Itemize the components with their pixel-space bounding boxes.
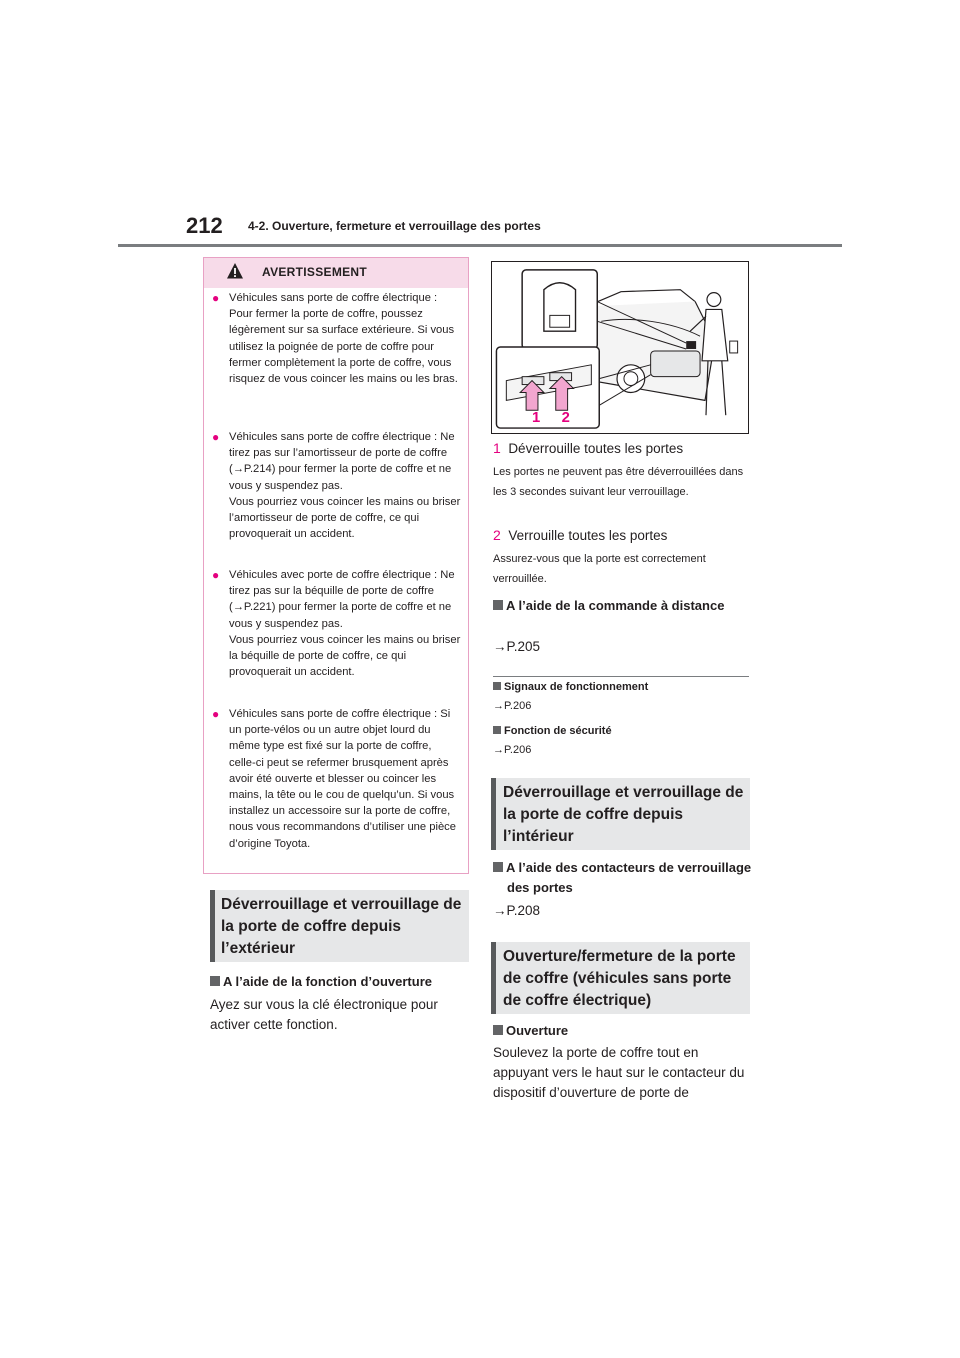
tailgate-illustration <box>491 261 749 434</box>
warning-title: AVERTISSEMENT <box>262 265 368 279</box>
page-reference[interactable]: →P.214 <box>232 463 272 476</box>
subheading-remote: A l’aide de la commande à distance <box>493 596 757 616</box>
bullet-icon: ● <box>212 291 220 305</box>
page-reference[interactable]: →P.221 <box>232 601 272 614</box>
square-bullet-icon <box>493 726 501 734</box>
square-bullet-icon <box>493 600 503 610</box>
header-rule <box>118 244 842 247</box>
warning-item-4: Véhicules sans porte de coffre électrique : Si un porte-vélos ou un autre objet lourd du même type est fixé sur la porte de coffre, celle-ci peut se refermer brusquement après avoir été ouverte et blesser ou coincer les mains, la tête ou le cou de quelqu’un. Si vous installez un accessoire sur la porte de coffre, nous vous recommandons d’utiliser une pièce d’origine Toyota. <box>229 708 456 850</box>
signals-ref[interactable]: →P.206 <box>493 700 532 712</box>
step-2-note: Assurez-vous que la porte est correctement verrouillée. <box>493 553 706 585</box>
section-heading-exterior: Déverrouillage et verrouillage de la porte de coffre depuis l’extérieur <box>221 896 462 957</box>
step-1-note: Les portes ne peuvent pas être déverrouillées dans les 3 secondes suivant leur verrouillage. <box>493 466 744 498</box>
warning-item-2: Véhicules sans porte de coffre électrique : Ne tirez pas sur l’amortisseur de porte de coffre (→P.214) pour fermer la porte de coffre et ne vous y suspendez pas. Vous pourriez vous coincer les mains ou briser l’amortisseur de porte de coffre, ce qui provoquerait un accident. <box>229 431 461 541</box>
section-heading-bar <box>491 942 496 1014</box>
divider <box>493 676 749 677</box>
opening-body: Soulevez la porte de coffre tout en appuyant vers le haut sur le contacteur du dispositif d’ouverture de porte de <box>493 1045 745 1100</box>
section-heading-bar <box>210 890 215 962</box>
section-heading-bar <box>491 778 496 850</box>
bullet-icon: ● <box>212 568 220 582</box>
page-number: 212 <box>186 213 223 238</box>
security-ref[interactable]: →P.206 <box>493 744 532 756</box>
square-bullet-icon <box>493 862 503 872</box>
step-1: 1 Déverrouille toutes les portes <box>493 440 684 456</box>
step-2: 2 Verrouille toutes les portes <box>493 527 668 543</box>
step-number: 1 <box>493 440 501 456</box>
subheading-security: Fonction de sécurité <box>493 724 612 739</box>
figure-label-1: 1 <box>532 410 541 427</box>
warning-item-3: Véhicules avec porte de coffre électrique : Ne tirez pas sur la béquille de porte de coffre (→P.221) pour fermer la porte de coffre et ne vous y suspendez pas. Vous pourriez vous coincer les mains ou briser la béquille de porte de coffre, ce qui provoquerait un accident. <box>229 569 461 679</box>
body-opening-function: Ayez sur vous la clé électronique pour activer cette fonction. <box>210 997 438 1032</box>
square-bullet-icon <box>493 1025 503 1035</box>
square-bullet-icon <box>493 682 501 690</box>
warning-triangle-icon <box>226 262 244 280</box>
switch-ref[interactable]: →P.208 <box>493 903 541 918</box>
section-title: 4-2. Ouverture, fermeture et verrouillage des portes <box>248 219 541 233</box>
step-number: 2 <box>493 527 501 543</box>
bullet-icon: ● <box>212 707 220 721</box>
figure-label-2: 2 <box>561 410 570 427</box>
subheading-opening-function: A l’aide de la fonction d’ouverture <box>210 972 432 992</box>
subheading-signals: Signaux de fonctionnement <box>493 680 648 695</box>
remote-ref[interactable]: →P.205 <box>493 639 541 654</box>
bullet-icon: ● <box>212 430 220 444</box>
warning-item-1: Véhicules sans porte de coffre électrique : Pour fermer la porte de coffre, poussez légèrement sur sa surface extérieure. Si vous utilisez la poignée de porte de coffre pour fermer complètement la porte de coffre, vous risquez de vous coincer les mains ou les bras. <box>229 292 458 386</box>
subheading-lock-switches: A l’aide des contacteurs de verrouillage des portes <box>493 858 757 898</box>
square-bullet-icon <box>210 976 220 986</box>
section-heading-open-close: Ouverture/fermeture de la porte de coffre (véhicules sans porte de coffre électrique) <box>503 948 736 1009</box>
subheading-opening: Ouverture <box>493 1021 568 1041</box>
section-heading-interior: Déverrouillage et verrouillage de la porte de coffre depuis l’intérieur <box>503 784 744 845</box>
